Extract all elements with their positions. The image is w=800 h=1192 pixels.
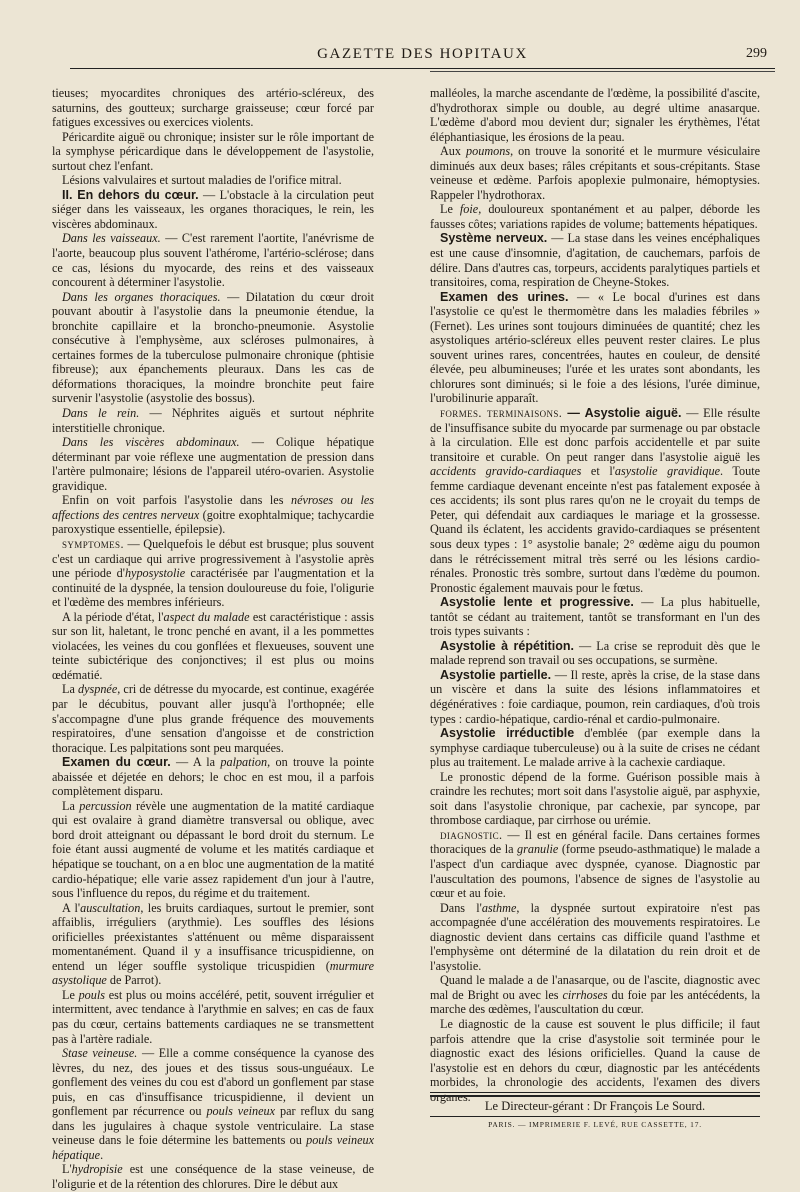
text-run: est caractéristique : assis sur son lit, haletant, le tronc penché en avant, il a les pommettes violacées, les veines du cou gonflées et flexueuses, souvent une teinte subictérique des conjonctives; il est plus ou moins œdématié. — [52, 609, 375, 682]
paragraph — [52, 610, 374, 683]
text-run: — Il reste, après la crise, de la stase dans un viscère et dans la suite des lésions inflammatoires et dégénératives : foie cardiaque, poumon, rein cardiaques, d'où trois types : cardio-hépatique, cardio-rénal et cardio-pulmonaire. — [430, 667, 761, 726]
journal-title: GAZETTE DES HOPITAUX — [317, 46, 528, 62]
text-run: malléoles, la marche ascendante de l'œdème, la possibilité d'ascite, d'hydrothorax simple ou double, au degré ultime anasarque. L'œdème d'abord mou devient dur; signaler les érythèmes, l'état éléphantiasique, les érosions de la peau. — [430, 86, 760, 144]
paragraph — [430, 86, 760, 144]
header-rule-secondary — [430, 71, 775, 72]
paragraph — [430, 668, 760, 726]
paragraph — [52, 493, 374, 537]
italic-text: dyspnée — [77, 682, 118, 697]
paragraph — [52, 406, 374, 435]
page-header — [70, 46, 775, 68]
paragraph — [52, 988, 374, 1046]
italic-text: asystolie gravidique — [614, 464, 720, 479]
text-run: . Toute femme cardiaque devenant enceinte n'est pas fatalement exposée à ces accidents; ils sont plus rares qu'on ne le croyait du temps de Peter, qui défendait aux cardiaques le mariage et la grossesse. Quand ils éclatent, les accidents gravido-cardiaques se présentent sous deux types : 1° asystolie banale; 2° œdème aigu du poumon dans le rétrécissement mitral très serré ou les lésions cardio-rénales. Pronostic très sombre, surtout dans l'œdème du poumon. Pronostic également mauvais pour le fœtus. — [430, 464, 760, 595]
italic-text: névroses ou les affections des centres nerveux — [52, 493, 374, 522]
italic-text: Dans les organes thoraciques. — [62, 289, 221, 304]
section-heading: symptomes. — [62, 536, 124, 551]
text-run: Le diagnostic de la cause est souvent le plus difficile; il faut parfois attendre que la crise d'asystolie soit terminée pour le diagnostic exact des lésions orificielles. Quand la cause de l'asystolie est en dehors du cœur, diagnostic par les antécédents morbides, la chronologie des accidents, l'examen des divers organes. — [430, 1017, 760, 1104]
director-line: Le Directeur-gérant : Dr François Le Sourd. — [484, 1099, 706, 1113]
text-run: Le — [440, 202, 460, 217]
paragraph — [430, 290, 760, 406]
text-run: , douloureux spontanément et au palper, déborde les fausses côtes; variations rapides de volume; battements hépatiques. — [430, 202, 760, 231]
section-heading: formes. terminaisons. — [440, 406, 563, 421]
paragraph — [430, 639, 760, 668]
text-run: — La crise se reproduit dès que le malade reprend son travail ou ses occupations, se surmène. — [430, 638, 760, 668]
text-run: , les bruits cardiaques, surtout le premier, sont affaiblis, irréguliers (arythmie). Les souffles des lésions orificielles préexistantes s'atténuent ou même disparaissent momentanément. Quand il y a insuffisance tricuspidienne, on entend un léger souffle systolique tricuspidien ( — [52, 900, 375, 973]
paragraph — [430, 901, 760, 974]
paragraph — [52, 755, 374, 799]
paragraph — [52, 537, 374, 610]
paragraph — [430, 973, 760, 1017]
italic-text: Stase veineuse. — [62, 1046, 138, 1061]
text-run: — La plus habituelle, tantôt se cédant au traitement, tantôt se transformant en l'un des trois types suivants : — [430, 595, 760, 639]
italic-text: Dans le rein. — [62, 406, 140, 421]
italic-text: murmure asystolique — [52, 958, 374, 988]
footer — [430, 1092, 760, 1129]
text-run: La — [62, 798, 80, 813]
paragraph — [52, 188, 374, 232]
text-run: Le pronostic dépend de la forme. Guérison possible mais à craindre les rechutes; mort soit dans l'asystolie aiguë, par asphyxie, soit dans l'asystolie chronique, par cachexie, par syncope, par thrombose cardiaque, par cirrhose ou urémie. — [430, 769, 760, 828]
text-run: de Parrot). — [106, 973, 162, 988]
italic-text: accidents gravido-cardiaques — [430, 464, 582, 479]
text-run: A la période d'état, l' — [62, 609, 164, 624]
italic-text: foie — [459, 202, 479, 217]
italic-text: percussion — [79, 798, 132, 813]
left-column — [52, 86, 374, 1192]
text-run: , la dyspnée surtout expiratoire n'est pas accompagnée d'une accélération des mouvements respiratoires. Le diagnostic devient dans certains cas difficile quand l'asthme et l'emphysème ont déterminé de la dilatation du rein droit et de l'asystolie. — [430, 900, 760, 973]
text-run: Le — [62, 987, 79, 1002]
italic-text: Dans les vaisseaux. — [62, 231, 161, 246]
text-run: est une conséquence de la stase veineuse, de l'oligurie et de la rétention des chlorures. Dire le début aux — [52, 1162, 374, 1192]
text-run: , on trouve la pointe abaissée et déjetée en dehors; le choc en est mou, il a parfois complètement disparu. — [52, 755, 374, 799]
italic-text: granulie — [517, 842, 559, 857]
text-run: A l' — [62, 900, 81, 915]
italic-text: pouls — [78, 987, 105, 1002]
section-heading: Asystolie irréductible — [440, 726, 575, 741]
paragraph — [430, 770, 760, 828]
text-run: — La stase dans les veines encéphaliques est une cause d'insomnie, d'agitation, de cauchemars, parfois de délire. Dans d'autres cas, torpeurs, accidents paralytiques partiels et transitoires, coma, respiration de Cheyne-Stokes. — [430, 231, 761, 290]
paragraph — [430, 144, 760, 202]
paragraph — [52, 1046, 374, 1162]
paragraph — [52, 290, 374, 406]
italic-text: auscultation — [80, 900, 141, 915]
paragraph — [52, 435, 374, 493]
text-run: par reflux du sang dans les jugulaires à chaque systole ventriculaire. La stase veineuse dans le foie détermine les battements ou — [52, 1104, 374, 1148]
paragraph — [430, 231, 760, 289]
section-heading: — Asystolie aiguë. — [562, 406, 682, 421]
section-heading: Asystolie lente et progressive. — [440, 595, 634, 610]
text-run: — Quelquefois le début est brusque; plus souvent c'est un cardiaque qui arrive progressivement à l'asystolie après une période d' — [52, 536, 374, 581]
paragraph — [52, 901, 374, 988]
section-heading: Examen des urines. — [440, 289, 569, 304]
text-run: est plus ou moins accéléré, petit, souvent irrégulier et intermittent, avec tendance à l'arythmie en salves; en cas de faux pas du cœur, certains battements cardiaques ne se transmettent pas à l'artère radiale. — [52, 987, 374, 1046]
section-heading: Système nerveux. — [440, 231, 548, 246]
italic-text: hyposystolie — [124, 566, 186, 581]
text-run: d'emblée (par exemple dans la symphyse cardiaque tuberculeuse) ou à la suite de crises ne cédant plus au traitement. Le malade arrive à la cachexie cardiaque. — [430, 726, 761, 770]
text-run: — Dilatation du cœur droit pouvant aboutir à l'asystolie dans la pneumonie étendue, la bronchite capillaire et la broncho-pneumonie. Asystolie consécutive à l'emphysème, aux scléroses pulmonaires, à certaines formes de la tuberculose pulmonaire chronique (phtisie fibreuse); aux épanchements pleuraux. Dans les cas de déformations thoraciques, la moindre bronchite peut faire survenir l'asystolie (asystolie des bossus). — [52, 289, 375, 406]
italic-text: palpation — [220, 755, 268, 770]
text-run: — C'est rarement l'aortite, l'anévrisme de l'aorte, beaucoup plus souvent l'athérome, l'artério-sclérose; dans ce cas, lésions du myocarde, des reins et des vaisseaux concourent à déterminer l'asystolie. — [52, 231, 374, 290]
paragraph — [52, 173, 374, 188]
text-run: — L'obstacle à la circulation peut siéger dans les vaisseaux, les organes thoraciques, le rein, les viscères abdominaux. — [52, 187, 374, 231]
footer-rule — [430, 1092, 760, 1093]
paragraph — [52, 130, 374, 174]
right-column — [430, 86, 760, 1104]
italic-text: pouls veineux — [206, 1104, 276, 1119]
header-rule — [70, 68, 775, 69]
footer-rule — [430, 1116, 760, 1117]
text-run: — Elle résulte de l'insuffisance subite du myocarde par surmenage ou par obstacle à la circulation. Elle est donc parfois accidentelle et par suite transitoire et curable. On peut ranger dans l'asystolie aiguë les — [430, 406, 760, 464]
italic-text: Dans les viscères abdominaux. — [62, 435, 240, 450]
page-number: 299 — [746, 46, 767, 61]
printer-line: PARIS. — IMPRIMERIE F. LEVÉ, RUE CASSETTE, 17. — [488, 1120, 702, 1129]
section-heading: II. En dehors du cœur. — [62, 187, 199, 202]
text-run: Dans l' — [440, 900, 482, 915]
text-run: Péricardite aiguë ou chronique; insister sur le rôle important de la symphyse péricardique dans le développement de l'asystolie, surtout chez l'enfant. — [52, 129, 374, 173]
text-run: Quand le malade a de l'anasarque, ou de l'ascite, diagnostic avec mal de Bright ou avec les — [430, 973, 760, 1002]
text-run: Enfin on voit parfois l'asystolie dans les — [62, 493, 291, 508]
text-run: — Elle a comme conséquence la cyanose des lèvres, du nez, des joues et des tissus sous-unguéaux. Le gonflement des veines du cou est d'abord un gonflement par stase puis, en cas d'insuffisance tricuspidienne, il devient un gonflement par récurrence ou — [52, 1046, 374, 1119]
italic-text: aspect du malade — [163, 609, 250, 624]
paragraph — [430, 202, 760, 231]
section-heading: Asystolie à répétition. — [440, 638, 574, 653]
text-run: Aux — [440, 144, 467, 159]
italic-text: cirrhoses — [562, 987, 608, 1002]
italic-text: hydropisie — [71, 1162, 123, 1177]
paragraph — [52, 682, 374, 755]
paragraph — [52, 799, 374, 901]
text-run: — Il est en général facile. Dans certaines formes thoraciques de la — [430, 827, 760, 857]
text-run: (goitre exophtalmique; tachycardie paroxystique essentielle, épilepsie). — [52, 507, 374, 537]
text-run: caractérisée par l'augmentation et la continuité de la dyspnée, la tension douloureuse du foie, l'oligurie et l'œdème des membres inférieurs. — [52, 566, 374, 610]
paragraph — [52, 231, 374, 289]
text-run: . — [100, 1147, 104, 1162]
text-run: — Néphrites aiguës et surtout néphrite interstitielle chronique. — [52, 406, 374, 435]
section-heading: diagnostic. — [440, 827, 503, 842]
section-heading: Asystolie partielle. — [440, 667, 552, 682]
paragraph — [52, 86, 374, 130]
text-run: — A la — [170, 755, 221, 770]
paragraph — [430, 828, 760, 901]
text-run: Lésions valvulaires et surtout maladies de l'orifice mitral. — [62, 173, 342, 188]
text-run: La — [62, 682, 78, 697]
text-run: (forme pseudo-asthmatique) le malade a l'aspect d'un cardiaque avec dyspnée, cyanose. Diagnostic par l'auscultation des poumons, l'absence de signes de l'asystolie au cœur et au foie. — [430, 842, 760, 901]
paragraph — [52, 1162, 374, 1191]
italic-text: pouls veineux hépatique — [52, 1133, 374, 1162]
paragraph — [430, 406, 760, 595]
italic-text: poumons — [466, 144, 511, 159]
text-run: et l' — [581, 464, 615, 479]
text-run: du foie par les antécédents, la marche des œdèmes, l'auscultation du cœur. — [430, 987, 760, 1017]
text-run: — « Le bocal d'urines est dans l'asystolie ce qu'est le thermomètre dans les maladies fébriles » (Fernet). Les urines sont toujours diminuées de quantité; chez les asystoliques artério-scléreux elles peuvent rester claires. Le plus souvent urines rares, concentrées, hautes en couleur, de densité élevée, peu albumineuses; l'urée et les urates sont abondants, les chlorures sont diminués; si le foie a des lésions, l'urée diminue, l'urobilinurie apparaît. — [430, 289, 760, 406]
text-run: tieuses; myocardites chroniques des artério-scléreux, des saturnins, des goutteux; surcharge graisseuse; cœur forcé par fatigues excessives ou exercices violents. — [52, 86, 374, 130]
italic-text: asthme — [481, 900, 517, 915]
paragraph — [430, 726, 760, 770]
text-run: — Colique hépatique déterminant par voie réflexe une augmentation de pression dans l'artère pulmonaire; lésions de l'appareil utéro-ovarien. Asystolie gravidique. — [52, 435, 374, 493]
text-run: , on trouve la sonorité et le murmure vésiculaire diminués aux deux bases; râles crépitants et sous-crépitants. Stase veineuse et œdème. Parfois apoplexie pulmonaire, hémoptysies. Rappeler l'hydrothorax. — [430, 144, 760, 202]
text-run: L' — [62, 1162, 72, 1177]
paragraph — [430, 595, 760, 639]
text-run: , cri de détresse du myocarde, est continue, exagérée par le décubitus, pouvant aller jusqu'à l'orthopnée; elle s'accompagne d'une plus grande fréquence des mouvements respiratoires, d'une sensation d'angoisse et de constriction thoracique. Les palpitations sont peu marquées. — [52, 682, 374, 755]
text-run: révèle une augmentation de la matité cardiaque qui est ovalaire à grand diamètre transversal ou oblique, avec bord droit atteignant ou dépassant le bord droit du sternum. Le foie étant aussi augmenté de volume et les matités cardiaque et hépatique se touchant, on a en bloc une augmentation de la matité cardio-hépatique; elle varie assez rapidement d'un jour à l'autre, sous l'influence du repos, du régime et du traitement. — [52, 798, 374, 901]
section-heading: Examen du cœur. — [62, 755, 171, 770]
